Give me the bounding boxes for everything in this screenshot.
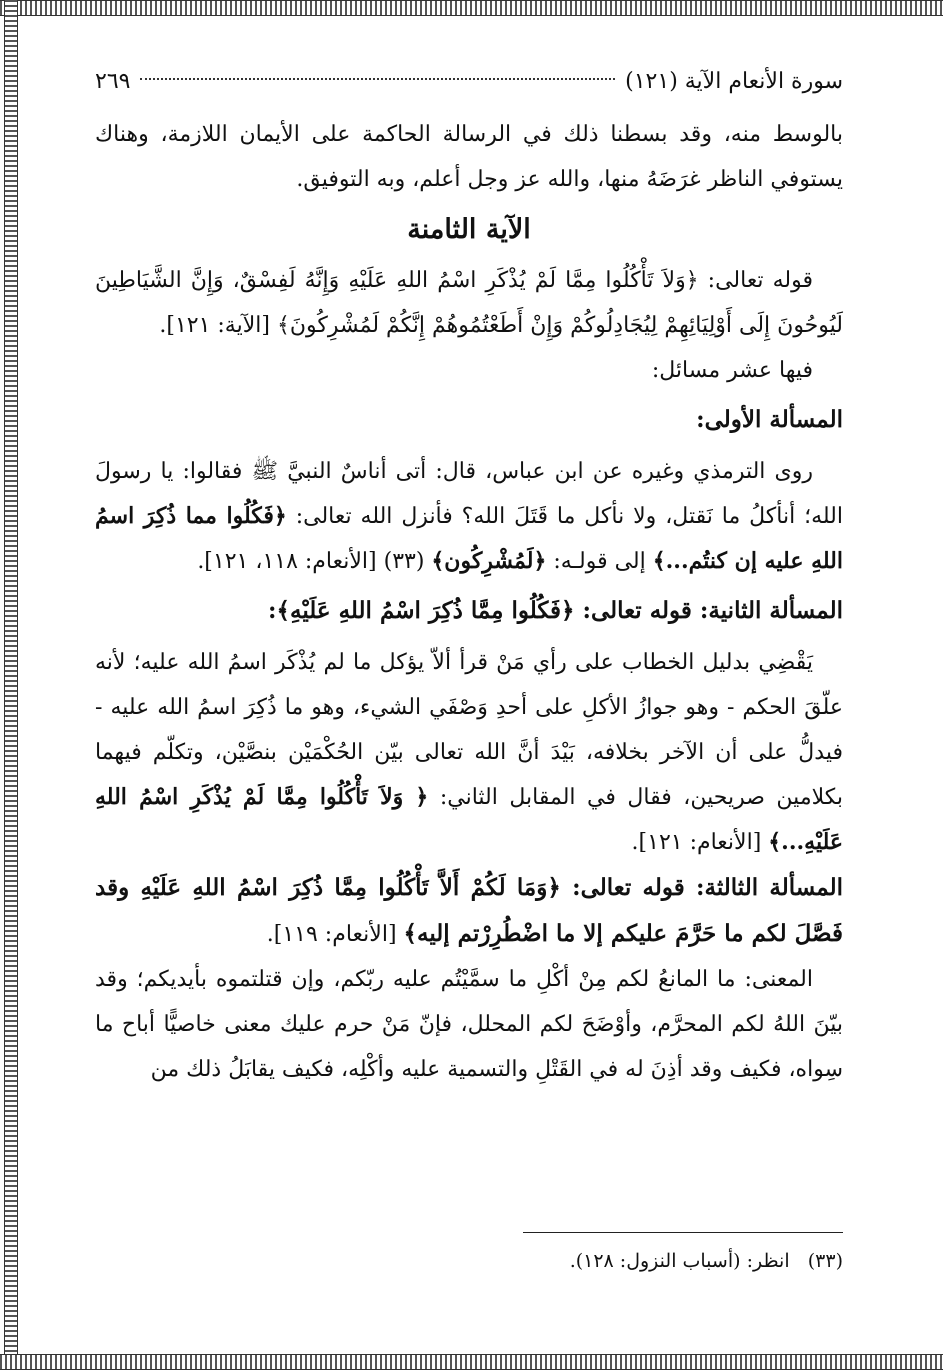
footnote-rule	[523, 1232, 843, 1233]
footnote-area	[95, 1232, 843, 1276]
issue-1-paragraph	[95, 449, 843, 584]
header-leader-dots	[140, 78, 615, 80]
issue-2-ref: [الأنعام: ١٢١].	[631, 830, 769, 855]
header-title: سورة الأنعام الآية (١٢١)	[625, 69, 843, 94]
issues-count: فيها عشر مسائل:	[651, 358, 813, 383]
issue-3-heading-paragraph	[95, 865, 843, 957]
issue-2-title: المسألة الثانية: قوله تعالى: ﴿فَكُلُوا مِمَّا ذُكِرَ اسْمُ اللهِ عَلَيْهِ﴾:	[268, 597, 843, 624]
running-header	[95, 60, 843, 104]
page-number: ٢٦٩	[95, 69, 131, 94]
issue-1-quote-a: ﴿فَكُلُوا مما ذُكِرَ اسمُ اللهِ عليه إن كنتُم...﴾	[95, 503, 843, 574]
issue-1-text-a: روى الترمذي وغيره عن ابن عباس، قال: أتى أناسٌ النبيَّ ﷺ فقالوا: يا رسولَ الله؛ أنأكلُ ما نَقتل، ولا نأكل ما قَتَلَ الله؟ فأنزل الله تعالى:	[95, 459, 843, 529]
verse-paragraph: قوله تعالى: ﴿وَلاَ تَأْكُلُوا مِمَّا لَمْ يُذْكَرِ اسْمُ اللهِ عَلَيْهِ وَإِنَّهُ لَفِسْقٌ، وَإِنَّ الشَّيَاطِينَ لَيُوحُونَ إِلَى أَوْلِيَائِهِمْ لِيُجَادِلُوكُمْ وَإِنْ أَطَعْتُمُوهُمْ إِنَّكُمْ لَمُشْرِكُونَ﴾ [الآية: ١٢١].	[95, 268, 843, 338]
section-heading: الآية الثامنة	[407, 214, 531, 245]
decorative-border-top	[0, 0, 943, 16]
issue-1-title: المسألة الأولى:	[696, 406, 843, 433]
footnote-text: انظر: (أسباب النزول: ١٢٨).	[569, 1250, 790, 1272]
footnote-number: (٣٣)	[807, 1250, 843, 1272]
issue-3-ref: [الأنعام: ١١٩].	[266, 922, 404, 947]
page-content	[95, 60, 843, 1092]
issue-1-text-b: إلى قولـه:	[546, 549, 653, 574]
intro-paragraph: بالوسط منه، وقد بسطنا ذلك في الرسالة الحاكمة على الأيمان اللازمة، وهناك يستوفي الناظر غرَضَهُ منها، والله عز وجل أعلم، وبه التوفيق.	[95, 122, 843, 192]
issue-1-quote-b: ﴿لَمُشْرِكُون﴾	[431, 548, 547, 574]
issue-2-paragraph	[95, 640, 843, 865]
issue-1-ref: (٣٣) [الأنعام: ١١٨، ١٢١].	[197, 549, 432, 574]
issue-2-quote: ﴿ وَلاَ تَأْكُلُوا مِمَّا لَمْ يُذْكَرِ اسْمُ اللهِ عَلَيْهِ...﴾	[95, 784, 843, 855]
issue-3-title: المسألة الثالثة: قوله تعالى: ﴿وَمَا لَكُمْ أَلاَّ تَأْكُلُوا مِمَّا ذُكِرَ اسْمُ اللهِ عَلَيْهِ وقد فَصَّلَ لكم ما حَرَّمَ عليكم إلا ما اضْطُرِرْتم إليه﴾	[95, 874, 843, 947]
decorative-border-bottom	[0, 1354, 943, 1370]
issue-3-paragraph: المعنى: ما المانعُ لكم مِنْ أكْلِ ما سمَّيْتُم عليه ربّكم، وإن قتلتموه بأيديكم؛ وقد بيّنَ اللهُ لكم المحرَّم، وأوْضَحَ لكم المحلل، فإنّ مَنْ حرم عليك معنى خاصيًّا أباح ما سِواه، فكيف وقد أذِنَ له في القَتْلِ والتسمية عليه وأكْلِه، فكيف يقابَلُ ذلك من	[95, 967, 843, 1082]
decorative-border-left	[4, 0, 18, 1370]
issue-2-text-a: يَقْضِي بدليل الخطاب على رأي مَنْ قرأ ألاّ يؤكل ما لم يُذْكَر اسمُ الله عليه؛ لأنه علّقَ الحكم - وهو جوازُ الأكلِ على أحدِ وَصْفَي الشيء، وهو ما ذُكِرَ اسمُ الله عليه - فيدلُّ على أن الآخر بخلافه، بَيْدَ أنَّ الله تعالى بيّن الحُكْمَيْن بنصَّيْن، وتكلّم فيهما بكلامين صريحين، فقال في المقابل الثاني:	[95, 650, 843, 810]
footnote-line	[95, 1232, 843, 1276]
